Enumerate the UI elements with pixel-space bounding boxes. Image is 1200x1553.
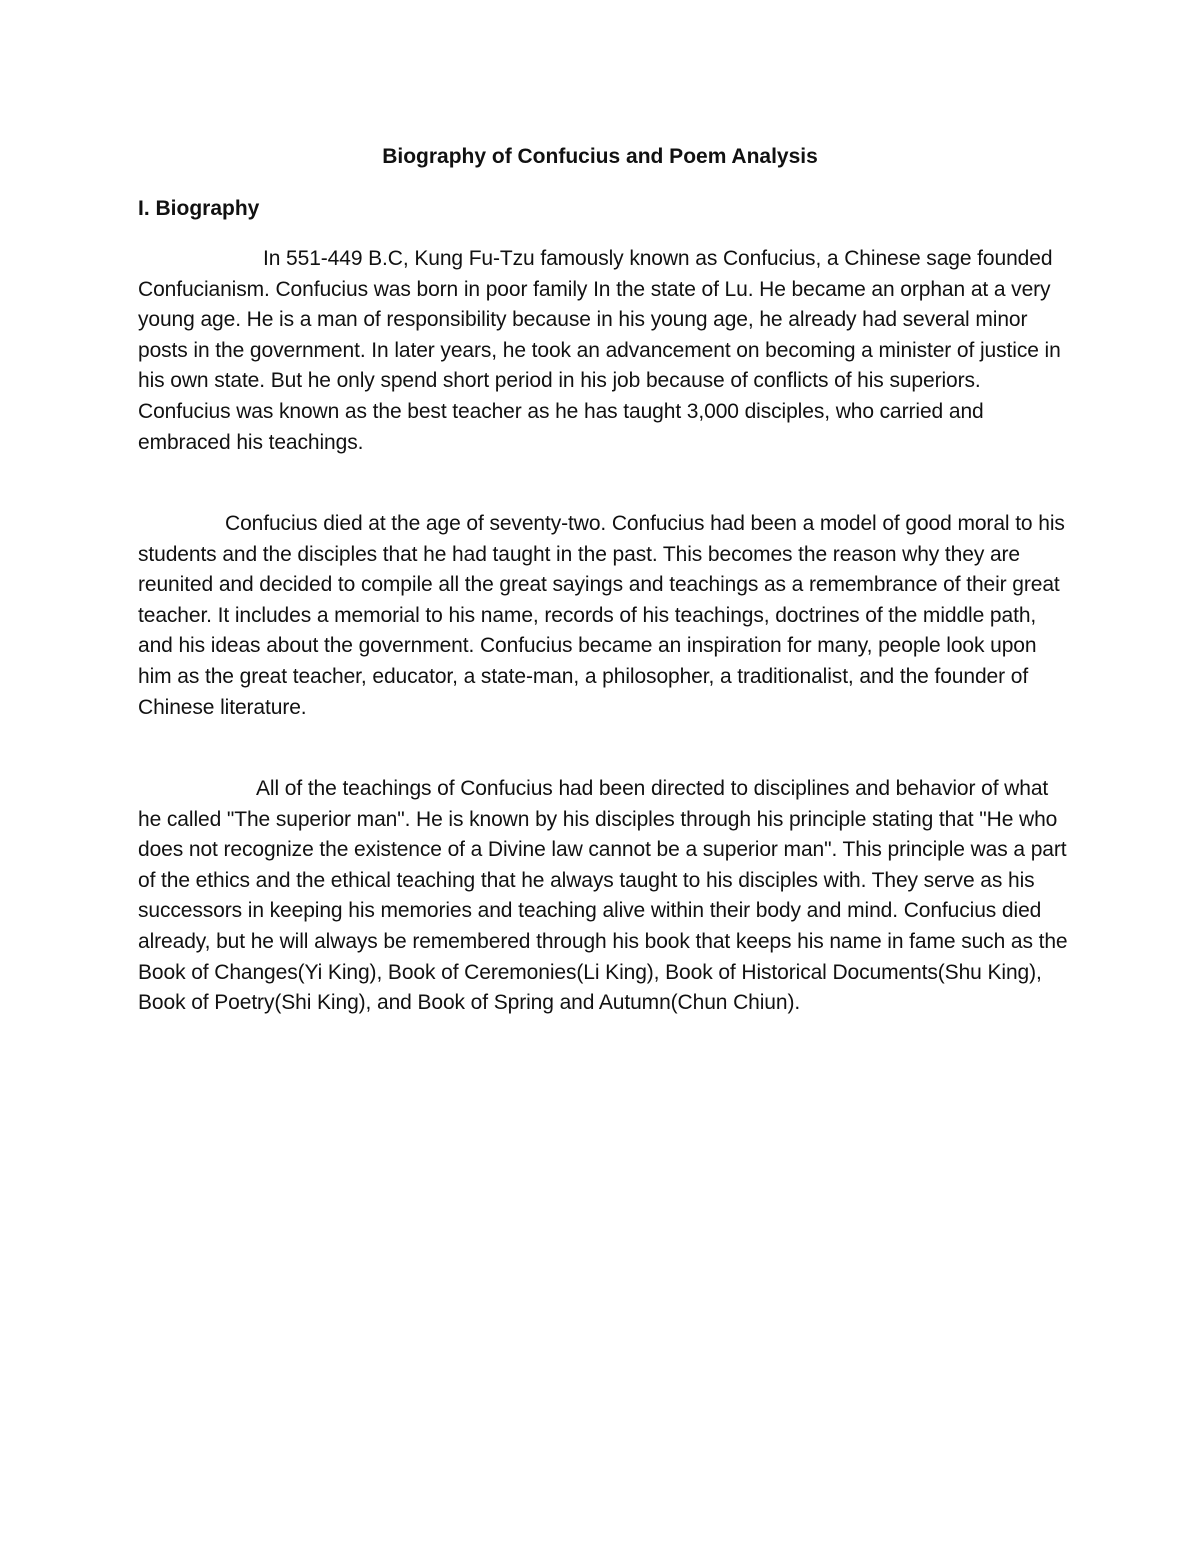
- paragraph-2: Confucius died at the age of seventy-two. Confucius had been a model of good moral to his students and the disciples that he had taught in the past. This becomes the reason why they are reunited and decided to compile all the great sayings and teachings as a remembrance of their great teacher. It includes a memorial to his name, records of his teachings, doctrines of the middle path, and his ideas about the government. Confucius became an inspiration for many, people look upon him as the great teacher, educator, a state-man, a philosopher, a traditionalist, and the founder of Chinese literature.: [138, 512, 1065, 719]
- paragraph-3: All of the teachings of Confucius had been directed to disciplines and behavior of what he called "The superior man". He is known by his disciples through his principle stating that "He who does not recognize the existence of a Divine law cannot be a superior man". This principle was a part of the ethics and the ethical teaching that he always taught to his disciples with. They serve as his successors in keeping his memories and teaching alive within their body and mind. Confucius died already, but he will always be remembered through his book that keeps his name in fame such as the Book of Changes(Yi King), Book of Ceremonies(Li King), Book of Historical Documents(Shu King), Book of Poetry(Shi King), and Book of Spring and Autumn(Chun Chiun).: [138, 777, 1068, 1015]
- paragraph-1: In 551-449 B.C, Kung Fu-Tzu famously known as Confucius, a Chinese sage founded Confucianism. Confucius was born in poor family In the state of Lu. He became an orphan at a very young age. He is a man of responsibility because in his young age, he already had several minor posts in the government. In later years, he took an advancement on becoming a minister of justice in his own state. But he only spend short period in his job because of conflicts of his superiors. Confucius was known as the best teacher as he has taught 3,000 disciples, who carried and embraced his teachings.: [138, 247, 1061, 454]
- page-title: Biography of Confucius and Poem Analysis: [382, 145, 818, 168]
- section-heading: I. Biography: [138, 197, 260, 220]
